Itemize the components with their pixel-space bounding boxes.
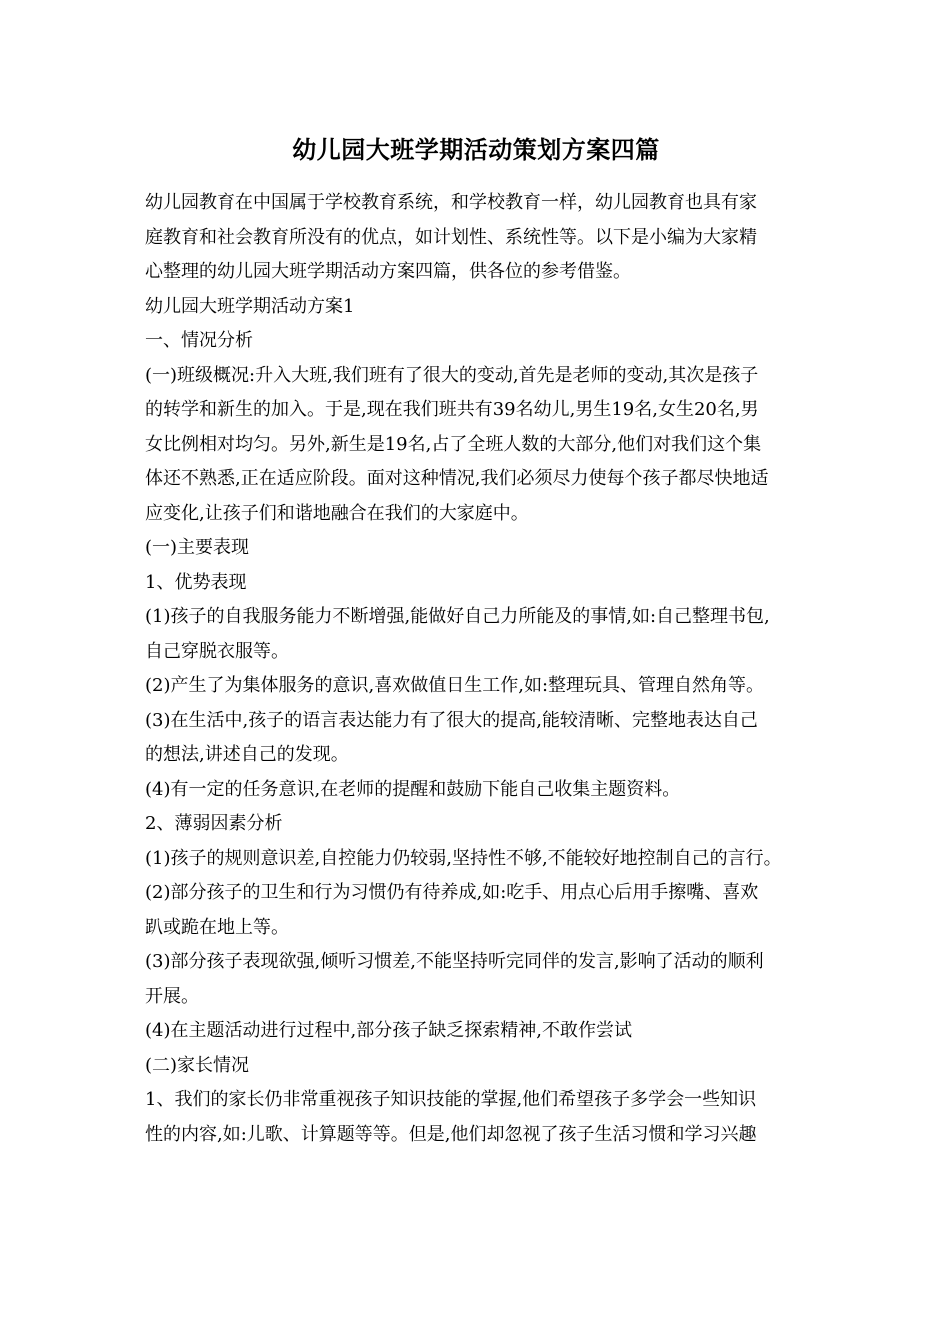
text-line: (2)产生了为集体服务的意识,喜欢做值日生工作,如:整理玩具、管理自然角等。 [145,675,765,696]
text-line: 幼儿园教育在中国属于学校教育系统，和学校教育一样，幼儿园教育也具有家 [145,192,757,213]
document-body [145,186,807,1152]
text-line: (2)部分孩子的卫生和行为习惯仍有待养成,如:吃手、用点心后用手擦嘴、喜欢 [145,882,759,903]
text-line: 自己穿脱衣服等。 [145,640,289,662]
text-line: 庭教育和社会教育所没有的优点，如计划性、系统性等。以下是小编为大家精 [145,226,757,248]
text-line: 女比例相对均匀。另外,新生是19名,占了全班人数的大部分,他们对我们这个集 [145,433,762,455]
text-line: (1)孩子的规则意识差,自控能力仍较弱,坚持性不够,不能较好地控制自己的言行。 [145,847,782,869]
text-line: (3)部分孩子表现欲强,倾听习惯差,不能坚持听完同伴的发言,影响了活动的顺利 [145,951,764,972]
document-title: 幼儿园大班学期活动策划方案四篇 [292,135,660,164]
text-line: 的转学和新生的加入。于是,现在我们班共有39名幼儿,男生19名,女生20名,男 [145,399,759,420]
text-line: (4)在主题活动进行过程中,部分孩子缺乏探索精神,不敢作尝试 [145,1020,632,1041]
section-heading: 一、情况分析 [145,330,253,351]
text-line: 体还不熟悉,正在适应阶段。面对这种情况,我们必须尽力使每个孩子都尽快地适 [145,468,769,489]
text-line: 应变化,让孩子们和谐地融合在我们的大家庭中。 [145,502,529,524]
section-heading: 2、薄弱因素分析 [145,813,283,834]
section-heading: (一)主要表现 [145,537,250,558]
text-line: (4)有一定的任务意识,在老师的提醒和鼓励下能自己收集主题资料。 [145,778,681,800]
text-line: (3)在生活中,孩子的语言表达能力有了很大的提高,能较清晰、完整地表达自己 [145,709,758,731]
section-heading: 1、优势表现 [145,571,247,593]
document-page [145,128,807,1152]
section-heading: (二)家长情况 [145,1054,250,1076]
text-line: 性的内容,如:儿歌、计算题等等。但是,他们却忽视了孩子生活习惯和学习兴趣 [145,1123,757,1145]
text-line: 趴或跪在地上等。 [145,916,289,938]
section-heading: 幼儿园大班学期活动方案1 [145,295,355,317]
text-line: 1、我们的家长仍非常重视孩子知识技能的掌握,他们希望孩子多学会一些知识 [145,1089,757,1110]
text-line: 的想法,讲述自己的发现。 [145,744,349,765]
text-line: (一)班级概况:升入大班,我们班有了很大的变动,首先是老师的变动,其次是孩子 [145,364,759,386]
text-line: (1)孩子的自我服务能力不断增强,能做好自己力所能及的事情,如:自己整理书包, [145,606,770,627]
text-line: 心整理的幼儿园大班学期活动方案四篇，供各位的参考借鉴。 [145,261,631,282]
text-line: 开展。 [145,985,199,1007]
